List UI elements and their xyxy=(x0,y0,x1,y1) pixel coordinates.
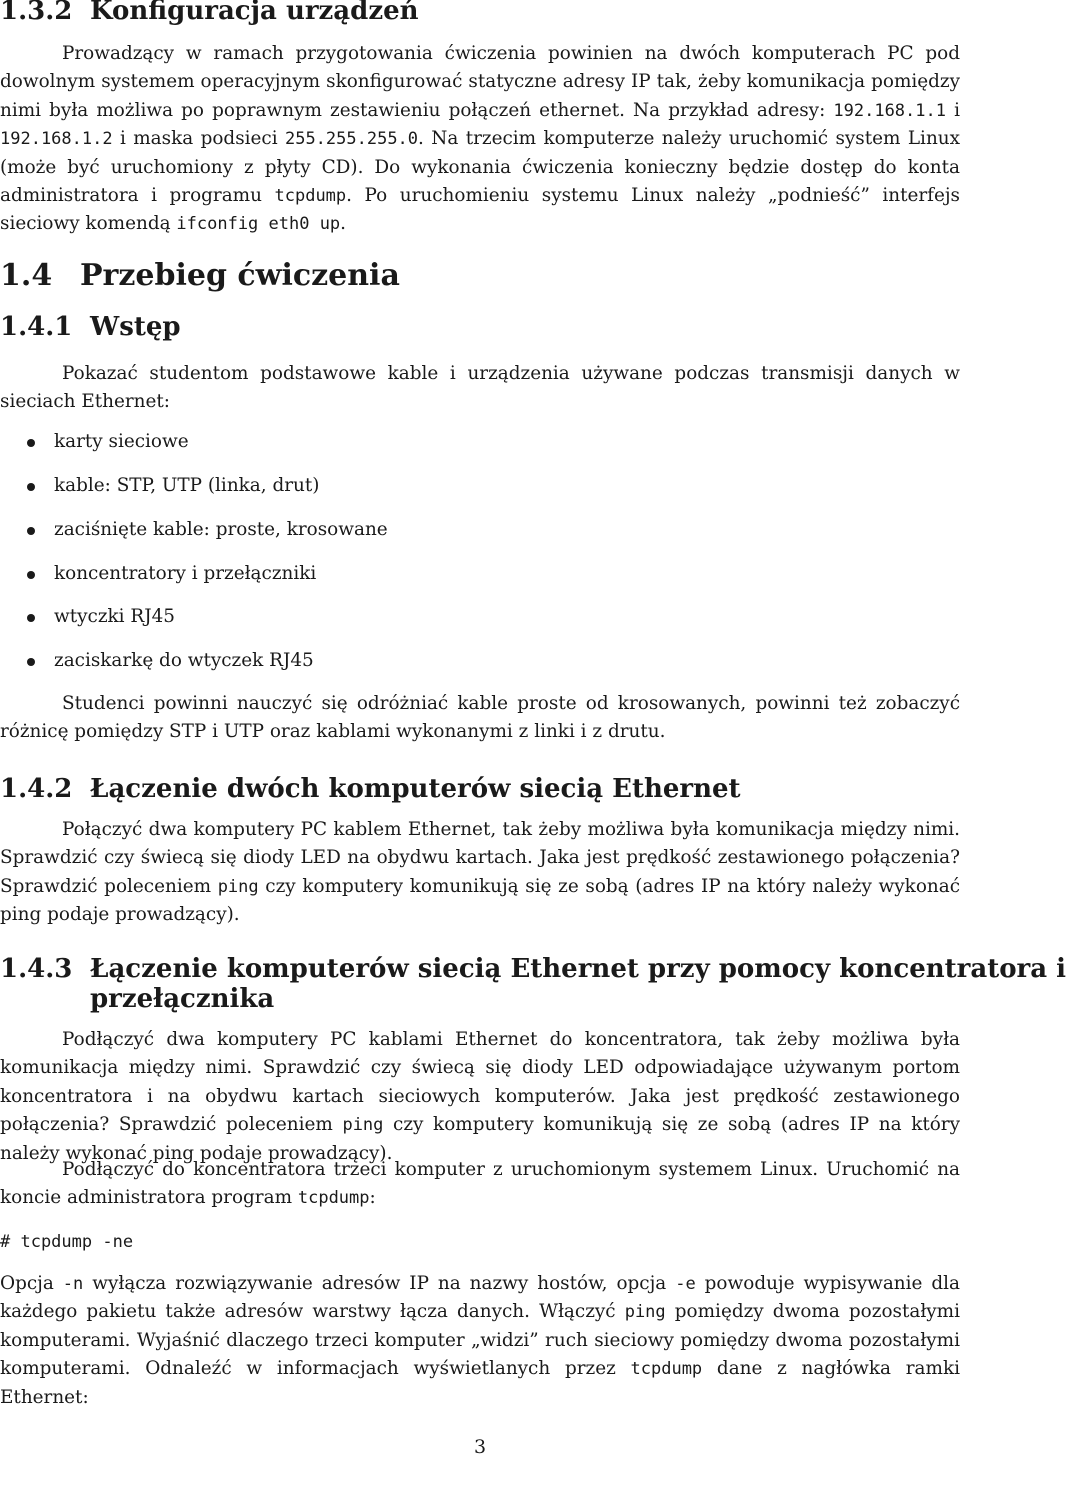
section-number: 1.4.1 xyxy=(0,312,73,342)
text-run: czy komputery komunikują się ze sobą (adres IP na który należy wykonać ping podaje prowadzący). xyxy=(0,1114,960,1164)
command-ping: ping xyxy=(217,876,259,897)
paragraph-direct-connection xyxy=(0,816,960,930)
text-run: Podłączyć dwa komputery PC kablami Ethernet do koncentratora, tak żeby możliwa była komunikacja między nimi. Sprawdzić czy świecą się diody LED odpowiadające używanym portom koncentratora i na obydwu kartach sieciowych komputerów. Jaka jest prędkość zestawionego połączenia? Sprawdzić poleceniem xyxy=(0,1029,960,1136)
command-tcpdump: tcpdump xyxy=(297,1188,370,1209)
paragraph-intro: Pokazać studentom podstawowe kable i urządzenia używane podczas transmisji danych w sieciach Ethernet: xyxy=(0,363,960,413)
text-run: pomiędzy dwoma pozostałymi komputerami. Wyjaśnić dlaczego trzeci komputer „widzi” ruch sieciowy pomiędzy dwoma pozostałymi komputerami. Odnaleźć w informacjach wyświetlanych przez xyxy=(0,1301,960,1380)
text-run: Opcja xyxy=(0,1273,63,1294)
section-heading-1-4-3 xyxy=(0,954,1066,1014)
bullet-icon xyxy=(27,527,35,535)
section-title-line-2: przełącznika xyxy=(90,984,275,1014)
text-run: : xyxy=(369,1187,376,1209)
text-run: i xyxy=(945,99,960,121)
section-heading-1-4-1 xyxy=(0,312,181,342)
command-tcpdump: tcpdump xyxy=(630,1359,703,1380)
section-title: Wstęp xyxy=(90,312,181,342)
subnet-mask: 255.255.255.0 xyxy=(284,129,419,150)
section-number: 1.4.2 xyxy=(0,774,73,804)
section-number: 1.4.3 xyxy=(0,954,73,984)
page-number: 3 xyxy=(473,1436,487,1458)
text-run: . xyxy=(340,213,347,235)
paragraph-config xyxy=(0,40,960,239)
text-run: Prowadzący w ramach przygotowania ćwiczenia powinien na dwóch komputerach PC pod dowolnym systemem operacyjnym skonfigurować statyczne adresy IP tak, żeby komunikacja pomiędzy nimi była możliwa po poprawnym zestawieniu połączeń ethernet. Na przykład adresy: xyxy=(0,43,960,121)
paragraph-hub-connection xyxy=(0,1026,960,1168)
command-ping: ping xyxy=(342,1115,384,1136)
ip-address: 192.168.1.2 xyxy=(0,129,113,150)
text-run: . Po uruchomieniu systemu Linux należy „podnieść” interfejs sieciowy komendą xyxy=(0,185,960,235)
option-e: -e xyxy=(675,1274,696,1294)
bullet-icon xyxy=(27,483,35,491)
document-page: 1.3.2 Konfiguracja urządzeń Prowadzący w ramach przygotowania ćwiczenia powinien na dwóch komputerach PC pod dowolnym systemem operacyjnym skonfigurować statyczne adresy IP tak, żeby komunikacja pomiędzy nimi była możliwa po poprawnym zestawieniu połączeń ethernet. Na przykład adresy: 192.168.1.1 i 192.168.1.2 i maska podsieci 255.255.255.0. Na trzecim komputerze należy uruchomić system Linux (może być uruchomiony z płyty CD). Do wykonania ćwiczenia konieczny będzie dostęp do konta administratora i programu tcpdump. Po uruchomieniu systemu Linux należy „podnieść” interfejs sieciowy komendą ifconfig eth0 up. 1.4 Przebieg ćwiczenia 1.4.1 Wstęp Pokazać studentom podstawowe kable i urządzenia używane podczas transmisji danych w sieciach Ethernet: karty sieciowe kable: STP, UTP (linka, drut) zaciśnięte kable: proste, krosowane koncentratory i przełączniki wtyczki RJ45 zaciskarkę do wtyczek RJ45 Studenci powinni nauczyć się odróżniać kable proste od krosowanych, powinni też zobaczyć różnicę pomiędzy STP i UTP oraz kablami wykonanymi z linki i z drutu. 1.4.2 Łączenie dwóch komputerów siecią Ethernet Połączyć dwa komputery PC kablem Ethernet, tak żeby możliwa była komunikacja między nimi. Sprawdzić czy świecą się diody LED na obydwu kartach. Jaka jest prędkość zestawionego połączenia? Sprawdzić poleceniem ping czy komputery komunikują się ze sobą (adres IP na który należy wykonać ping podaje prowadzący). 1.4.3 Łączenie komputerów siecią Ethernet przy pomocy koncentratora i przełącznika Podłączyć dwa komputery PC kablami Ethernet do koncentratora, tak żeby możliwa była komunikacja między nimi. Sprawdzić czy świecą się diody LED odpowiadające używanym portom koncentratora i na obydwu kartach sieciowych komputerów. Jaka jest prędkość zestawionego połączenia? Sprawdzić poleceniem ping czy komputery komunikują się ze sobą (adres IP na który należy wykonać ping podaje prowadzący). Podłączyć do koncentratora trzeci komputer z uruchomionym systemem Linux. Uruchomić na koncie administratora program tcpdump: # tcpdump -ne Opcja -n wyłącza rozwiązywanie adresów IP na nazwy hostów, opcja -e powoduje wypisywanie dla każdego pakietu także adresów warstwy łącza danych. Włączyć ping pomiędzy dwoma pozostałymi komputerami. Wyjaśnić dlaczego trzeci komputer „widzi” ruch sieciowy pomiędzy dwoma pozostałymi komputerami. Odnaleźć w informacjach wyświetlanych przez tcpdump dane z nagłówka ramki Ethernet: 3 xyxy=(0,0,960,1488)
text-run: . Na trzecim komputerze należy uruchomić system Linux (może być uruchomiony z płyty CD). Do wykonania ćwiczenia konieczny będzie dostęp do konta administratora i programu xyxy=(0,128,960,207)
ip-address: 192.168.1.1 xyxy=(833,100,946,121)
text-run: Połączyć dwa komputery PC kablem Ethernet, tak żeby możliwa była komunikacja między nimi. Sprawdzić czy świecą się diody LED na obydwu kartach. Jaka jest prędkość zestawionego połączenia? Sprawdzić poleceniem xyxy=(0,819,960,897)
paragraph-third-computer xyxy=(0,1156,960,1213)
command-ping: ping xyxy=(624,1302,666,1323)
command-tcpdump: tcpdump xyxy=(274,186,347,207)
section-title: Konfiguracja urządzeń xyxy=(90,0,419,26)
section-title: Łączenie dwóch komputerów siecią Ethernet xyxy=(90,774,741,804)
bullet-icon xyxy=(27,439,35,447)
paragraph-tcpdump-options xyxy=(0,1270,960,1412)
section-number: 1.4 xyxy=(0,258,53,293)
text-run: czy komputery komunikują się ze sobą (adres IP na który należy wykonać ping podaje prowadzący). xyxy=(0,875,960,926)
bullet-icon xyxy=(27,658,35,666)
text-run: Podłączyć do koncentratora trzeci komputer z uruchomionym systemem Linux. Uruchomić na koncie administratora program xyxy=(0,1159,960,1209)
section-title-line-1: Łączenie komputerów siecią Ethernet przy pomocy koncentratora i xyxy=(90,954,1066,984)
command-line: # tcpdump -ne xyxy=(0,1232,134,1252)
bullet-icon xyxy=(27,571,35,579)
section-heading-1-3-2 xyxy=(0,0,419,26)
bullet-icon xyxy=(27,614,35,622)
section-heading-1-4 xyxy=(0,258,400,293)
option-n: -n xyxy=(62,1274,84,1294)
section-number: 1.3.2 xyxy=(0,0,73,26)
command-ifconfig: ifconfig eth0 up xyxy=(176,214,341,235)
text-run: i maska podsieci xyxy=(112,128,285,150)
paragraph-outro: Studenci powinni nauczyć się odróżniać kable proste od krosowanych, powinni też zobaczyć różnicę pomiędzy STP i UTP oraz kablami wykonanymi z linki i z drutu. xyxy=(0,693,960,743)
section-heading-1-4-2 xyxy=(0,774,741,804)
section-title: Przebieg ćwiczenia xyxy=(80,258,400,293)
text-run: dane z nagłówka ramki Ethernet: xyxy=(0,1358,960,1408)
text-run: wyłącza rozwiązywanie adresów IP na nazwy hostów, opcja xyxy=(83,1273,676,1294)
text-run: powoduje wypisywanie dla każdego pakietu także adresów warstwy łącza danych. Włączyć xyxy=(0,1273,960,1323)
